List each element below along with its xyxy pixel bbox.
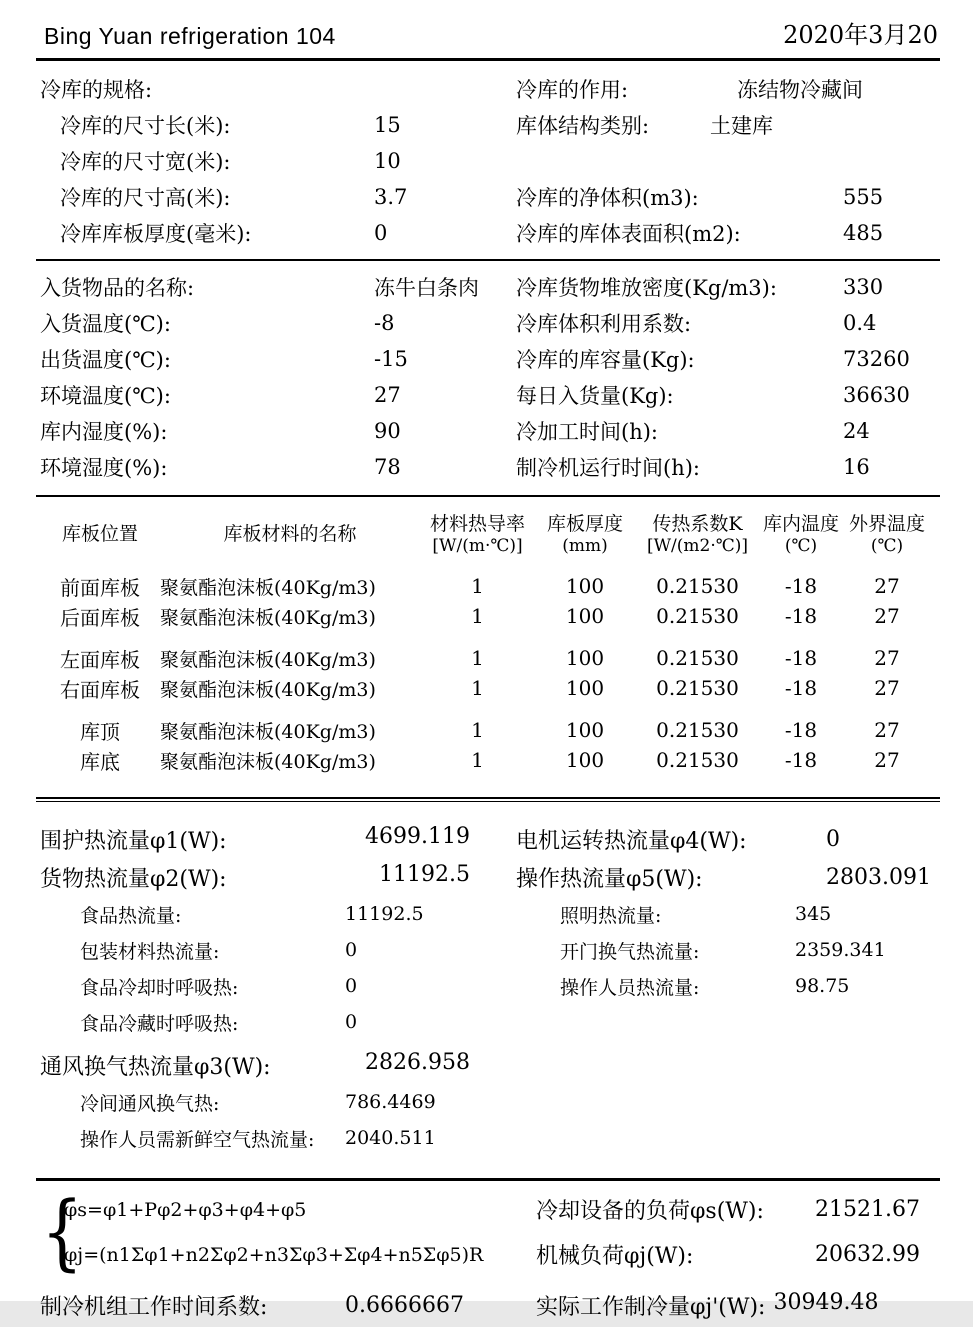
col-header-material: 库板材料的名称 — [223, 523, 357, 546]
value: 16 — [843, 455, 870, 479]
goods-row — [40, 449, 940, 485]
col-header-k: 传热系数K [W/(m2·℃)] — [646, 512, 749, 557]
value: 30949.48 — [773, 1289, 879, 1315]
value: 0 — [345, 975, 358, 997]
table-row: 库底 聚氨酯泡沫板(40Kg/m3) 1 100 0.21530 -18 27 — [80, 748, 900, 774]
value: 土建库 — [710, 114, 773, 138]
value: 73260 — [843, 347, 910, 371]
formula-phi-s: φs=φ1+Pφ2+φ3+φ4+φ5 — [64, 1198, 307, 1221]
value: 0 — [374, 221, 388, 245]
label: 电机运转热流量φ4(W): — [516, 828, 747, 854]
label: 实际工作制冷量φj'(W): — [536, 1294, 766, 1320]
label: 冷库货物堆放密度(Kg/m3): — [516, 276, 777, 300]
label: 食品热流量: — [80, 904, 182, 927]
label: 开门换气热流量: — [560, 940, 700, 963]
label: 冷却设备的负荷φs(W): — [536, 1199, 764, 1224]
label: 冷加工时间(h): — [516, 420, 658, 444]
label: 制冷机组工作时间系数: — [40, 1294, 268, 1320]
label: 包装材料热流量: — [80, 940, 220, 963]
heat-row — [40, 858, 940, 896]
label: 冷库库板厚度(毫米): — [60, 222, 252, 246]
heat-sub-row — [40, 1004, 940, 1040]
value: 0.4 — [843, 311, 877, 335]
bottom-row — [0, 1277, 973, 1327]
label: 出货温度(℃): — [40, 348, 171, 372]
label: 环境温度(℃): — [40, 384, 171, 408]
label: 食品冷藏时呼吸热: — [80, 1012, 239, 1035]
value: 27 — [374, 383, 401, 407]
label: 冷库的作用: — [516, 78, 629, 102]
label: 围护热流量φ1(W): — [40, 828, 227, 854]
table-row: 后面库板 聚氨酯泡沫板(40Kg/m3) 1 100 0.21530 -18 27 — [60, 604, 900, 630]
goods-section — [0, 261, 973, 485]
value: -15 — [374, 347, 408, 371]
value: 0 — [345, 1011, 358, 1033]
goods-row — [40, 377, 940, 413]
label: 冷库的库容量(Kg): — [516, 348, 695, 372]
value: 36630 — [843, 383, 910, 407]
label: 冷库的净体积(m3): — [516, 186, 699, 210]
summary-row — [536, 1232, 940, 1277]
table-row: 前面库板 聚氨酯泡沫板(40Kg/m3) 1 100 0.21530 -18 27 — [60, 574, 900, 600]
panel-table-header — [40, 507, 940, 563]
heat-sub-row — [40, 932, 940, 968]
value: 冻牛白条肉 — [374, 276, 479, 300]
label: 库内湿度(%): — [40, 420, 168, 444]
goods-row — [40, 341, 940, 377]
value: 2359.341 — [795, 939, 886, 961]
label: 照明热流量: — [560, 904, 662, 927]
report-header — [0, 0, 973, 58]
value: 786.4469 — [345, 1091, 436, 1113]
value: 2826.958 — [365, 1049, 470, 1075]
specs-row — [40, 107, 940, 143]
col-header-temp-out: 外界温度 (℃) — [848, 512, 925, 557]
value: 345 — [795, 903, 832, 925]
goods-row — [40, 305, 940, 341]
heat-sub-row — [40, 1084, 940, 1120]
app-title: Bing Yuan refrigeration 104 — [44, 23, 336, 49]
label: 操作人员需新鲜空气热流量: — [80, 1128, 315, 1151]
label: 冷间通风换气热: — [80, 1092, 220, 1115]
specs-heading: 冷库的规格: — [40, 78, 153, 102]
label: 操作热流量φ5(W): — [516, 866, 703, 892]
label: 入货物品的名称: — [40, 276, 195, 300]
heat-row — [40, 1046, 940, 1084]
value: 10 — [374, 149, 401, 173]
heat-sub-row — [40, 968, 940, 1004]
value: 21521.67 — [815, 1197, 920, 1222]
label: 环境湿度(%): — [40, 456, 168, 480]
label: 冷库体积利用系数: — [516, 312, 692, 336]
label: 机械负荷φj(W): — [536, 1244, 694, 1269]
table-row: 右面库板 聚氨酯泡沫板(40Kg/m3) 1 100 0.21530 -18 27 — [60, 676, 900, 702]
value: 24 — [843, 419, 870, 443]
panel-table — [0, 507, 973, 775]
value: 98.75 — [795, 975, 850, 997]
value: -8 — [374, 311, 395, 335]
value: 90 — [374, 419, 401, 443]
label: 通风换气热流量φ3(W): — [40, 1054, 271, 1080]
label: 食品冷却时呼吸热: — [80, 976, 239, 999]
label: 库体结构类别: — [516, 114, 650, 138]
value: 485 — [843, 221, 884, 245]
label: 冷库的尺寸高(米): — [60, 186, 231, 210]
col-header-temp-in: 库内温度 (℃) — [762, 512, 839, 557]
specs-row — [40, 71, 940, 107]
label: 入货温度(℃): — [40, 312, 171, 336]
value: 78 — [374, 455, 401, 479]
goods-row — [40, 269, 940, 305]
label: 货物热流量φ2(W): — [40, 866, 227, 892]
col-header-conductivity: 材料热导率 [W/(m·℃)] — [429, 512, 525, 557]
value: 20632.99 — [815, 1242, 920, 1267]
summary-section — [0, 1181, 973, 1280]
specs-row — [40, 179, 940, 215]
value: 冻结物冷藏间 — [737, 78, 863, 102]
value: 2040.511 — [345, 1127, 436, 1149]
table-row: 左面库板 聚氨酯泡沫板(40Kg/m3) 1 100 0.21530 -18 27 — [60, 646, 900, 672]
label: 操作人员热流量: — [560, 976, 700, 999]
brace-glyph: { — [41, 1185, 83, 1280]
heat-row — [40, 820, 940, 858]
goods-row — [40, 413, 940, 449]
value: 2803.091 — [826, 864, 931, 890]
label: 冷库的尺寸宽(米): — [60, 150, 231, 174]
formula-block — [40, 1185, 516, 1280]
value: 0 — [826, 826, 840, 852]
value: 11192.5 — [345, 903, 424, 925]
specs-row — [40, 143, 940, 179]
summary-row — [536, 1187, 940, 1232]
value: 555 — [843, 185, 884, 209]
col-header-thickness: 库板厚度 (mm) — [546, 512, 623, 557]
label: 冷库的库体表面积(m2): — [516, 222, 741, 246]
label: 制冷机运行时间(h): — [516, 456, 700, 480]
value: 15 — [374, 113, 401, 137]
specs-row — [40, 215, 940, 251]
formula-phi-j: φj=(n1Σφ1+n2Σφ2+n3Σφ3+Σφ4+n5Σφ5)R — [64, 1243, 484, 1266]
label: 冷库的尺寸长(米): — [60, 114, 231, 138]
value: 11192.5 — [379, 861, 470, 887]
heat-sub-row — [40, 896, 940, 932]
heat-section — [0, 802, 973, 1156]
label: 每日入货量(Kg): — [516, 384, 674, 408]
table-row: 库顶 聚氨酯泡沫板(40Kg/m3) 1 100 0.21530 -18 27 — [80, 718, 900, 744]
col-header-position: 库板位置 — [61, 523, 138, 546]
value: 3.7 — [374, 185, 408, 209]
value: 4699.119 — [365, 823, 470, 849]
value: 0 — [345, 939, 358, 961]
divider-goods — [36, 495, 940, 497]
specs-section — [0, 61, 973, 251]
heat-sub-row — [40, 1120, 940, 1156]
value: 0.6666667 — [345, 1292, 464, 1318]
report-date: 2020年3月20 — [783, 21, 938, 49]
value: 330 — [843, 275, 884, 299]
